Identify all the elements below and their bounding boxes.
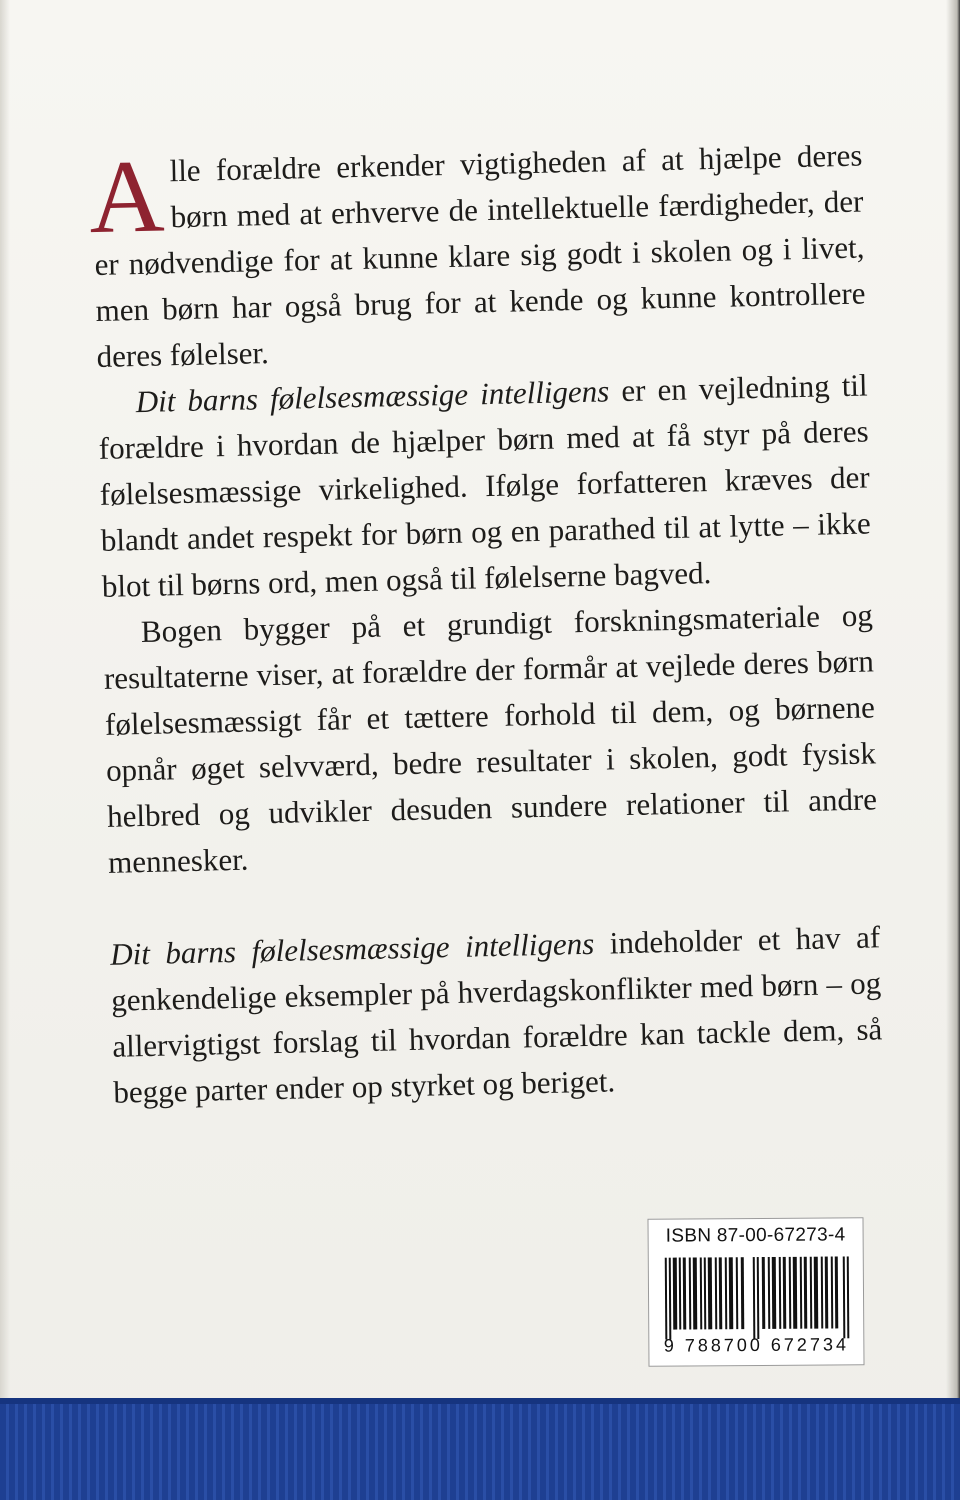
page-edge-right [946,0,960,1500]
paragraph-4 [110,914,884,1115]
isbn-label: ISBN 87-00-67273-4 [665,1224,846,1247]
book-title-italic-2: Dit barns følelsesmæssige intelligens [109,925,595,972]
paragraph-3 [102,592,878,885]
paragraph-2 [97,362,872,609]
drop-cap: A [87,138,166,256]
blue-bottom-band [0,1398,960,1500]
barcode-digits: 9 788700 672734 [663,1334,850,1356]
isbn-barcode-box [647,1217,864,1367]
book-title-italic: Dit barns følelsesmæssige intelligens [135,373,610,420]
barcode-icon [663,1256,854,1339]
paragraph-4-text: indeholder et hav af genkendelige eksempler på hverdagskonflikter med børn – og allervigtigst forslag til hvordan forældre kan tackle dem, så begge parter ender op styrket og beriget. [110,919,883,1110]
page-edge-left [0,0,10,1500]
paragraph-1-text: lle forældre erkender vigtigheden af at hjælpe deres børn med at erhverve de intellektuelle færdigheder, der er nødvendige for at kunne klare sig godt i skolen og i livet, men børn har også brug for at kende og kunne kontrollere deres følelser. [94,137,866,374]
paragraph-3-text: Bogen bygger på et grundigt forskningsmateriale og resultaterne viser, at forældre der formår at vejlede deres børn følelsesmæssigt får et tættere forhold til dem, og børnene opnår øget selvværd, bedre resultater i skolen, godt fysisk helbred og udvikler desuden sundere relationer til andre mennesker. [103,597,878,880]
paragraph-2-text: er en vejledning til forældre i hvordan de hjælper børn med at få styr på deres følelsesmæssige virkelighed. Ifølge forfatteren kræves der blandt andet respekt for børn og en parathed til at lytte – ikke blot til børns ord, men også til følelserne bagved. [98,367,872,604]
blurb-text [87,133,884,1116]
paragraph-1 [87,133,867,380]
